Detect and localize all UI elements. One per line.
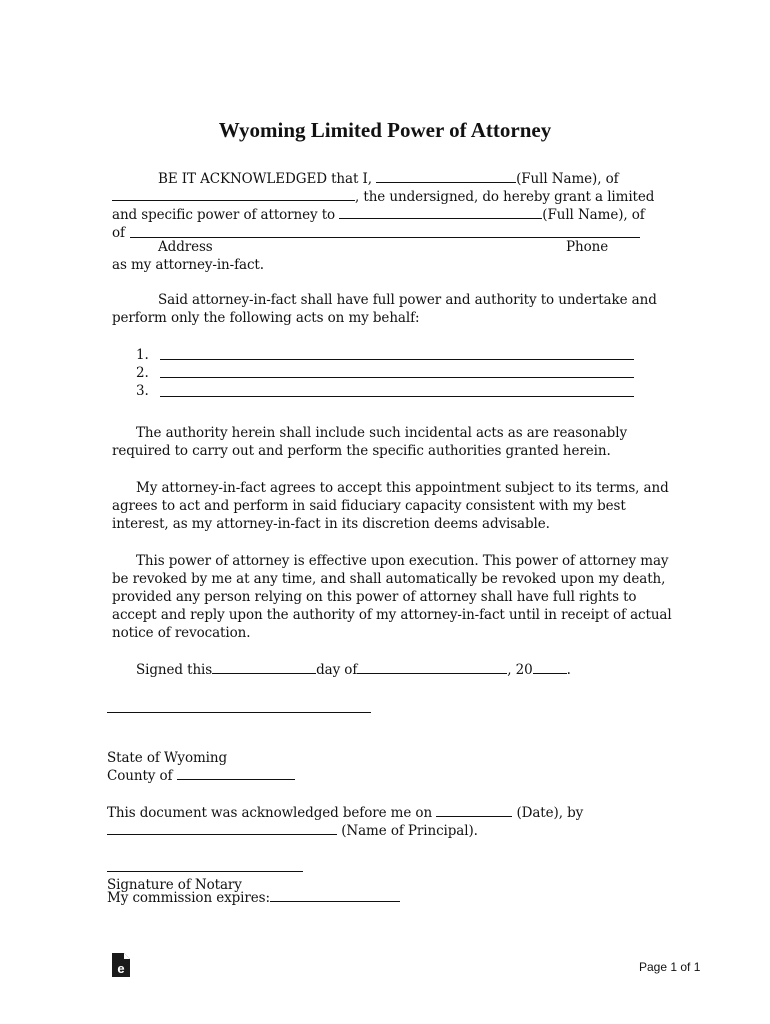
signed-label: Signed this (136, 662, 213, 678)
attorney-name-blank[interactable] (339, 206, 542, 219)
act-number: 2. (136, 365, 149, 381)
principal-signature-line[interactable] (107, 712, 371, 713)
revoke-line-3: provided any person relying on this power of attorney shall have full rights to (112, 589, 637, 605)
county-line (107, 767, 295, 785)
logo-letter: e (117, 961, 125, 976)
accept-line-3: interest, as my attorney-in-fact in its discretion deems advisable. (112, 516, 550, 532)
page-title: Wyoming Limited Power of Attorney (218, 118, 552, 142)
attorney-name-label: (Full Name), of (542, 207, 645, 223)
grant-text-2: and specific power of attorney to (112, 207, 336, 223)
ack-line-1 (158, 170, 619, 188)
powers-line-2: perform only the following acts on my behalf: (112, 310, 420, 326)
signed-day-blank[interactable] (212, 661, 316, 674)
grant-text: , the undersigned, do hereby grant a limited (355, 189, 655, 205)
day-of-label: day of (316, 662, 358, 678)
acknowledged-label: This document was acknowledged before me on (107, 805, 433, 821)
act-number: 3. (136, 383, 149, 399)
revoke-line-5: notice of revocation. (112, 625, 251, 641)
signed-period: . (566, 662, 571, 678)
ack-date-label: (Date), by (516, 805, 584, 821)
incidental-line-2: required to carry out and perform the specific authorities granted herein. (112, 443, 611, 459)
principal-name-blank[interactable] (107, 822, 337, 835)
county-label: County of (107, 768, 173, 784)
revoke-line-2: be revoked by me at any time, and shall automatically be revoked upon my death, (112, 571, 666, 587)
ack-date-blank[interactable] (436, 804, 512, 817)
commission-blank[interactable] (270, 889, 400, 902)
signed-year-blank[interactable] (533, 661, 567, 674)
signed-month-blank[interactable] (357, 661, 507, 674)
county-blank[interactable] (177, 767, 295, 780)
act-blank-1[interactable] (160, 359, 634, 360)
act-blank-2[interactable] (160, 377, 634, 378)
full-name-blank[interactable] (376, 170, 516, 183)
phone-label: Phone (566, 239, 609, 255)
ack-text: BE IT ACKNOWLEDGED that I, (158, 171, 372, 187)
ack-line-5: as my attorney-in-fact. (112, 257, 264, 273)
commission-label: My commission expires: (107, 890, 270, 906)
revoke-line-1: This power of attorney is effective upon execution. This power of attorney may (136, 553, 669, 569)
act-blank-3[interactable] (160, 396, 634, 397)
signed-line (136, 661, 571, 679)
ack-line-3 (112, 206, 645, 224)
ack-line-2 (112, 188, 654, 206)
residence-blank[interactable] (112, 188, 355, 201)
state-label: State of Wyoming (107, 750, 228, 766)
year-prefix: , 20 (507, 662, 533, 678)
incidental-line-1: The authority herein shall include such incidental acts as are reasonably (136, 425, 627, 441)
revoke-line-4: accept and reply upon the authority of my attorney-in-fact until in receipt of actual (112, 607, 672, 623)
page-number: Page 1 of 1 (639, 960, 701, 974)
principal-name-label: (Name of Principal). (341, 823, 478, 839)
commission-line (107, 889, 400, 907)
acknowledged-line (107, 804, 583, 822)
act-number: 1. (136, 347, 149, 363)
accept-line-2: agrees to act and perform in said fiduciary capacity consistent with my best (112, 498, 626, 514)
full-name-label: (Full Name), of (516, 171, 619, 187)
powers-line-1: Said attorney-in-fact shall have full power and authority to undertake and (158, 292, 657, 308)
principal-name-line (107, 822, 478, 840)
notary-signature-line[interactable] (107, 871, 303, 872)
of-label: of (112, 225, 125, 241)
eforms-logo-icon (112, 953, 130, 977)
address-label: Address (158, 239, 213, 255)
accept-line-1: My attorney-in-fact agrees to accept this appointment subject to its terms, and (136, 480, 669, 496)
notary-signature-label: Signature of Notary (107, 877, 242, 893)
